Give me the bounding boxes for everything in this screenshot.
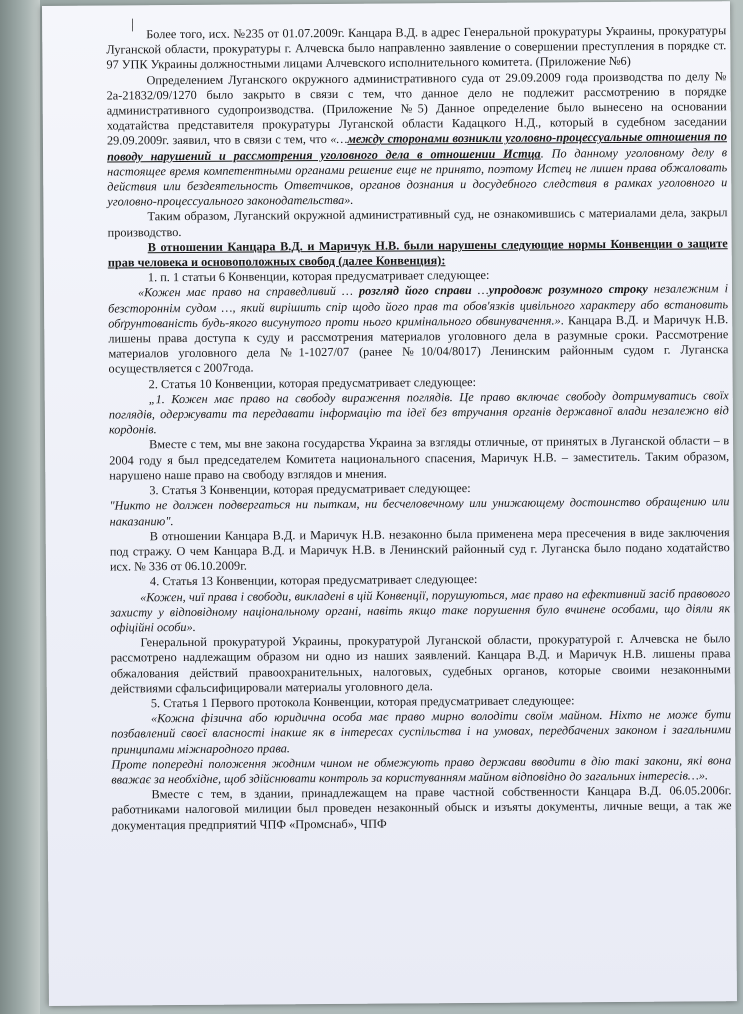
- paragraph-segment: Проте попередні положення жодним чином не обмежують право держави вводити в дію такі закони, які вона вважає за необхідне, щоб здійснювати контроль за користуванням майном відповідно до загальних інтересів…».: [111, 752, 732, 787]
- paragraph-segment: 4. Статья 13 Конвенции, которая предусматривает следующее:: [149, 572, 478, 589]
- paragraph-p9: [109, 434, 729, 484]
- document-body: [106, 23, 732, 833]
- paragraph-p4: [108, 236, 728, 271]
- page-corner-mark: |: [131, 17, 134, 33]
- paragraph-p18: [111, 753, 731, 788]
- paragraph-p1: [106, 23, 726, 73]
- paragraph-segment: Таким образом, Луганский окружной административный суд, не ознакомившись с материалами дела, закрыл производство.: [107, 205, 728, 240]
- paragraph-segment: «…: [330, 132, 348, 147]
- paragraph-segment: В отношении Канцара В.Д. и Маричук Н.В. незаконно была применена мера пресечения в виде заключения под стражу. О чем Канцара В.Д. и Маричук Н.В. в Ленинский районный суд г. Луганска было подано ходатайство исх. № 336 от 06.10.2009г.: [109, 524, 730, 574]
- paragraph-segment: Вместе с тем, в здании, принадлежащем на праве частной собственности Канцара В.Д. 06.05.2006г. работниками налоговой милиции был проведен незаконный обыск и изъяты документы, личные вещи, а так же документация предприятий ЧПФ «Промснаб», ЧПФ: [111, 783, 732, 833]
- paragraph-p3: [107, 206, 727, 241]
- paragraph-segment: розгляд його справи: [358, 283, 472, 299]
- paragraph-p17: [111, 707, 731, 757]
- paragraph-segment: между сторонами возникли уголовно-процессуальные отношения по поводу нарушений и рассмотрения уголовного дела в отношении Истца: [107, 129, 727, 164]
- paragraph-segment: 5. Статья 1 Первого протокола Конвенции, которая предусматривает следующее:: [150, 693, 575, 711]
- paragraph-segment: Определением Луганского окружного административного суда от 29.09.2009 года производства по делу № 2а-21832/09/1270 было закрыто в связи с тем, что данное дело не подлежит рассмотрению в порядке административного судопроизводства. (Приложение №5) Данное определение было вынесено на основании ходатайства представителя прокуратуры Луганской области Кадацкого Н.Д., который в судебном заседании 29.09.2009г. заявил, что в связи с тем, что: [106, 68, 727, 148]
- paragraph-segment: упродовж розумного строку: [488, 282, 648, 298]
- paragraph-segment: Генеральной прокуратурой Украины, прокуратурой Луганской области, прокуратурой г. Алчевска не было рассмотрено надлежащим образом ни одно из наших заявлений. Канцара В.Д. и Маричук Н.В. лишены права обжалования действий правоохранительных, налоговых, судебных органов, которые своими незаконными действиями сфальсифицировали материалы уголовного дела.: [110, 631, 731, 696]
- paragraph-p11: [109, 495, 729, 530]
- paragraph-segment: «Кожна фізична або юридична особа має право мирно володіти своїм майном. Ніхто не може бути позбавлений своєї власності інакше як в інтересах суспільства і на умовах, передбачених законом і загальними принципами міжнародного права.: [111, 707, 732, 757]
- paragraph-segment: „1. Кожен має право на свободу вираження поглядів. Це право включає свободу дотримуватись своїх поглядів, одержувати та передавати інформацію та ідеї без втручання органів державної влади незалежно від кордонів.: [108, 388, 729, 437]
- paragraph-p12: [110, 525, 730, 575]
- paragraph-segment: «Кожен, чиї права і свободи, викладені в цій Конвенції, порушуються, має право на ефективний засіб правового захисту у відповідному національному органі, навіть якщо таке порушення було вчинене особами, що діяли як офіційні особи».: [110, 585, 731, 635]
- paragraph-p19: [111, 783, 731, 833]
- paragraph-p8: [109, 388, 729, 438]
- paragraph-segment: . По данному уголовному делу в настоящее время компетентными органами решение еще не принято, поэтому Истец не лишен права обжаловать действия или бездеятельность Ответчиков, органов дознания и досудебного следствия в рамках уголовного и уголовно-процессуального законодательства».: [107, 144, 728, 209]
- paragraph-p6: [108, 282, 729, 378]
- paragraph-segment: Вместе с тем, мы вне закона государства Украина за взгляды отличные, от принятых в Луганской области – в 2004 году я был председателем Комитета национального спасения, Маричук Н.В. – заместитель. Таким образом, нарушено наше право на свободу взглядов и мнения.: [109, 433, 730, 483]
- paragraph-segment: 1. п. 1 статьи 6 Конвенции, которая предусматривает следующее:: [147, 268, 490, 285]
- paragraph-p15: [110, 631, 730, 696]
- desk-background: [0, 0, 40, 1014]
- paragraph-segment: незалежним і безстороннім судом …, який вирішить спір щодо його прав та обов'язків цивільного характеру або встановить обґрунтованість будь-якого висунутого проти нього кримінального обвинувачення.»: [108, 281, 729, 331]
- paragraph-p14: [110, 586, 730, 636]
- paragraph-segment: 3. Статья 3 Конвенции, которая предусматривает следующее:: [149, 481, 471, 498]
- paragraph-p2: [106, 69, 727, 210]
- paragraph-segment: . Канцара В.Д. и Маричук Н.В. лишены права доступа к суду и рассмотрения материалов уголовного дела в разумные сроки. Рассмотрение материалов уголовного дела №1-1027/07 (ранее №10/04/8017) Ленинским районным судом г. Луганска осуществляется с 2007года.: [108, 312, 729, 377]
- paragraph-segment: В отношении Канцара В.Д. и Маричук Н.В. были нарушены следующие нормы Конвенции о защите прав человека и основоположных свобод (далее Конвенция):: [107, 236, 728, 270]
- paragraph-segment: "Никто не должен подвергаться ни пыткам, ни бесчеловечному или унижающему достоинство обращению или наказанию".: [109, 494, 730, 529]
- paragraph-segment: Более того, исх. №235 от 01.07.2009г. Канцара В.Д. в адрес Генеральной прокуратуры Украины, прокуратуры Луганской области, прокуратуры г. Алчевска было направленно заявление о совершении преступления в порядке ст. 97 УПК Украины должностными лицами Алчевского исполнительного комитета. (Приложение №6): [106, 23, 727, 72]
- paragraph-segment: 2. Статья 10 Конвенции, которая предусматривает следующее:: [148, 374, 477, 391]
- document-page: [42, 1, 737, 1006]
- paragraph-segment: «Кожен має право на справедливий …: [137, 284, 359, 300]
- paragraph-segment: …: [471, 283, 489, 298]
